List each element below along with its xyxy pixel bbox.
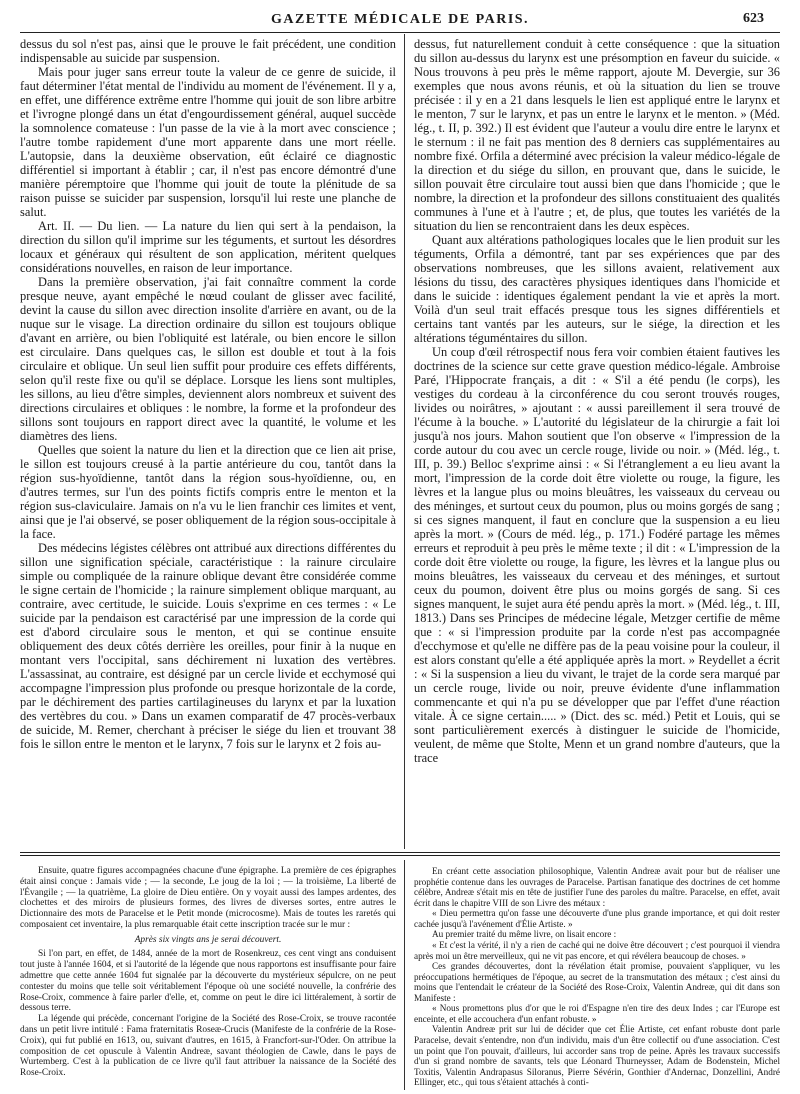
paragraph: Quelles que soient la nature du lien et la direction que ce lien ait prise, le sillon est toujours creusé à la partie antérieure du cou, tantôt dans la région sus-hyoïdienne, tantôt dans la région sous-hyoïdienne, ou, en d'autres termes, sur l'un des points fictifs compris entre le menton et la région sus-claviculaire. Jamais on n'a vu le lien franchir ces limites et vent, ainsi que je l'ai observé, se poser obliquement de la région sous-occipitale à la face. [20,443,396,541]
paragraph: Quant aux altérations pathologiques locales que le lien produit sur les téguments, Orfila a démontré, tant par ses expériences que par des observations nombreuses, que les sillons avaient, relativement aux lésions du tissu, des caractères physiques identiques dans l'homicide et dans le suicide : identiques également pendant la vie et après la mort. Voilà d'un seul trait effacés presque tous les signes différentiels et certains tant vantés par les auteurs, sur le siége, la direction et les altérations téguméntaires du sillon. [414,233,780,345]
paragraph: Ces grandes découvertes, dont la révélation était promise, pouvaient s'appliquer, vu les préoccupations hermétiques de l'époque, au secret de la transmutation des métaux ; c'est ainsi du moins que l'entendait le créateur de la Société des Rose-Croix, Valentin Andreæ, qui dit dans son Manifeste : [414,961,780,1003]
journal-title: GAZETTE MÉDICALE DE PARIS. [270,12,530,27]
paragraph: La légende qui précède, concernant l'origine de la Société des Rose-Croix, se trouve racontée dans un petit livre intitulé : Fama fraternitatis Roseæ-Crucis (Manifeste de la confrérie de la Rose-Croix), qui fut publié en 1613, ou, suivant d'autres, en 1615, à Francfort-sur-l'Oder. On attribue la composition de cet opuscule à Valentin Andreæ, savant théologien de Cawle, dans le pays de Wurtemberg. C'est à la publication de ce livre qu'il faut attribuer la naissance de la Société des Rose-Croix. [20,1014,396,1079]
paragraph: Ensuite, quatre figures accompagnées chacune d'une épigraphe. La première de ces épigraphes était ainsi conçue : Jamais vide ; — la seconde, Le joug de la loi ; — la troisième, La liberté de l'Évangile ; — la quatrième, La gloire de Dieu entière. On y voyait aussi des lampes ardentes, des clochettes et des miroirs de plusieurs formes, des livres de diverses sortes, entre autres le Dictionnaire des mots de Paracelse et le Petit monde (microcosme). Mais de toutes les raretés qui composaient cet inventaire, la plus remarquable était cette inscription tracée sur le mur : [20,866,396,930]
paragraph: Valentin Andreæ prit sur lui de décider que cet Élie Artiste, cet enfant robuste dont parle Paracelse, devait s'entendre, non d'un individu, mais d'un être collectif ou d'une association. C'est un point que l'on pouvait, d'ailleurs, lui accorder sans trop de peine. Après les travaux successifs d'un si grand nombre de savants, tels que Léonard Thurneysser, Adam de Bodenstein, Michel Toxitis, Valentin Andrapasus Siloranus, Pierre Sévérin, Gonthier d'Andernac, Donzellini, André Ellinger, etc., qui tous s'étaient attachés à conti- [414,1024,780,1088]
quotation: « Dieu permettra qu'on fasse une découverte d'une plus grande importance, et qui doit rester cachée jusqu'à l'avénement d'Élie Artiste. » [414,908,780,929]
feuilleton-rule-thin [20,855,780,856]
quotation: « Nous promettons plus d'or que le roi d'Espagne n'en tire des deux Indes ; car l'Europe est enceinte, et elle accouchera d'un enfant robuste. » [414,1003,780,1024]
page-header [0,10,800,32]
paragraph: En créant cette association philosophique, Valentin Andreæ avait pour but de réaliser une prophétie contenue dans les ouvrages de Paracelse. Partisan fanatique des doctrines de cet homme célèbre, Andreæ s'était mis en tête de justifier l'une des paroles du maître. Paracelse, en effet, avait écrit dans le chapitre VIII de son Livre des métaux : [414,866,780,908]
paragraph: dessus du sol n'est pas, ainsi que le prouve le fait précédent, une condition indispensable au suicide par suspension. [20,37,396,65]
paragraph: dessus, fut naturellement conduit à cette conséquence : que la situation du sillon au-dessus du larynx est une présomption en faveur du suicide. « Nous trouvons à peu près le même rapport, ajoute M. Devergie, sur 36 exemples que nous avons réunis, et où la situation du lien se trouve précisée : il y en a 21 dans lesquels le lien est appliqué entre le larynx et le menton, 7 sur le larynx, et pas un entre le larynx et le menton. » (Méd. lég., t. II, p. 392.) Il est évident que l'auteur a voulu dire entre le larynx et le sternum : il ne fait pas mention des 8 derniers cas supplémentaires au nombre fixé. Orfila a déterminé avec précision la valeur médico-légale de la direction et du siége du sillon, en prouvant que, dans le suicide, le sillon pouvait être circulaire tout aussi bien que dans l'homicide ; que le nombre, la direction et la profondeur des sillons constituaient des qualités communes à l'une et à l'autre ; et, de plus, que toutes les variétés de la situation du lien se rencontraient dans les deux espèces. [414,37,780,233]
page-number: 623 [743,11,764,26]
paragraph: Si l'on part, en effet, de 1484, année de la mort de Rosenkreuz, ces cent vingt ans conduisent tout juste à l'année 1604, et si l'autorité de la légende que nous rapportons est insuffisante pour faire admettre que cette année 1604 fut signalée par la découverte du mystérieux sépulcre, on ne peut contester du moins que telle soit véritablement l'époque où une société nouvelle, la confrérie des Rose-Croix, commence à faire parler d'elle, et, comme on peut le dire ici littéralement, à sortir de dessous terre. [20,949,396,1014]
paragraph: Des médecins légistes célèbres ont attribué aux directions différentes du sillon une signification spéciale, caractéristique : la rainure circulaire simple ou compliquée de la rainure oblique devant être considérée comme le signe certain de l'homicide ; la rainure simplement oblique marquant, au contraire, avec certitude, le suicide. Louis s'exprime en ces termes : « Le suicide par la pendaison est caractérisé par une impression de la corde qui est d'abord circulaire sous le menton, et qui se continue ensuite obliquement des deux côtés derrière les oreilles, pour finir à la nuque en montant vers l'occipital, sans déchirement ni luxation des vertèbres. L'assassinat, au contraire, est désigné par un cercle livide et ecchymosé qui accompagne l'impression plus profonde ou presque horizontale de la corde, par le déchirement des parties cartilagineuses du larynx et par la luxation des vertèbres du cou. » Dans un examen comparatif de 47 procès-verbaux de suicide, M. Remer, cherchant à préciser le siége du lien et trouvant 38 fois le sillon entre le menton et le larynx, 7 fois sur le larynx et 2 fois au- [20,541,396,751]
paragraph: Mais pour juger sans erreur toute la valeur de ce genre de suicide, il faut déterminer l'état mental de l'individu au moment de l'événement. Il y a, en effet, une différence extrême entre l'homme qui jouit de son libre arbitre et l'ivrogne plongé dans un état d'engourdissement général, auquel succède la somnolence comateuse : l'un passe de la vie à la mort avec conscience ; l'autre tombe rapidement d'une mort apparente dans une mort réelle. L'autopsie, dans la deuxième observation, eût éclairé ce diagnostic différentiel si important à établir ; car, il n'est pas encore démontré d'une manière péremptoire que l'homme qui jouit de toute la plénitude de sa raison puisse se suicider par suspension, lorsqu'il lui reste une planche de salut. [20,65,396,219]
feuilleton-right-column [414,866,780,1088]
feuilleton-column-divider [404,860,405,1090]
header-rule [20,32,780,33]
paragraph: Art. II. — Du lien. — La nature du lien qui sert à la pendaison, la direction du sillon qu'il imprime sur les téguments, et surtout les désordres locaux et généraux qui résultent de son application, méritent quelques considérations nouvelles, en raison de leur importance. [20,219,396,275]
column-divider [404,34,405,849]
left-column [20,37,396,751]
feuilleton-rule [20,852,780,853]
paragraph: Dans la première observation, j'ai fait connaître comment la corde presque neuve, ayant empêché le nœud coulant de glisser avec facilité, devint la cause du sillon avec direction insolite d'arrière en avant, ou de la nuque sur le visage. La direction ordinaire du sillon est toujours oblique d'avant en arrière, ou bien l'obliquité est latérale, ou bien encore le sillon est circulaire. Dans quelques cas, le sillon est double et tout à la fois circulaire et oblique. Un seul lien suffit pour produire ces effets différents, selon qu'il reste fixe ou qu'il se déplace. Lorsque les liens sont multiples, les sillons, au lieu d'être simples, deviennent alors nombreux et suivent des directions circulaires et obliques : le nombre, la forme et la profondeur des sillons sont toujours en rapport direct avec la quantité, le volume et les diamètres des liens. [20,275,396,443]
feuilleton-left-column [20,866,396,1079]
paragraph: Au premier traité du même livre, on lisait encore : [432,929,617,940]
right-column [414,37,780,765]
quotation: « Et c'est la vérité, il n'y a rien de caché qui ne doive être découvert ; c'est pourquoi il viendra après moi un être merveilleux, qui ne vit pas encore, et qui révélera beaucoup de choses. » [414,939,780,961]
paragraph: Un coup d'œil rétrospectif nous fera voir combien étaient fautives les doctrines de la science sur cette grave question médico-légale. Ambroise Paré, l'Hippocrate français, a dit : « S'il a été pendu (le corps), les vestiges du cordeau à la circonférence du cou seront trouvés rouges, livides ou noirâtres, » ajoutant : « aussi pareillement il sera trouvé de l'écume à la bouche. » L'autorité du législateur de la chirurgie a fait loi jusqu'à nos jours. Mahon soutient que l'on observe « l'impression de la corde autour du cou avec un cercle rouge, livide ou noir. » (Méd. lég., t. III, p. 39.) Belloc s'exprime ainsi : « Si l'étranglement a eu lieu avant la mort, l'impression de la corde doit être violette ou rouge, la figure, les lèvres et la langue plus ou moins bleuâtres, les vaisseaux du cerveau ou des méninges, et surtout ceux du poumon, plus ou moins gorgés de sang ; si ces signes manquent, il faut en conclure que la suspension a eu lieu après la mort. » (Cours de méd. lég., p. 171.) Fodéré partage les mêmes erreurs et reproduit à peu près le même texte ; il dit : « L'impression de la corde doit être violette ou rouge, la figure, les lèvres et la langue plus ou moins bleuâtres, les vaisseaux du cerveau et des méninges, et surtout ceux du poumon, doivent être plus ou moins gorgés de sang. Si ces signes manquent, le sujet aura été pendu après la mort. » (Méd. lég., t. III, 1813.) Dans ses Principes de médecine légale, Metzger certifie de même que : « si l'impression produite par la corde n'est pas accompagnée d'ecchymose et qu'elle ne diffère pas de la peau voisine pour la couleur, il est alors constant qu'elle a été appliquée après la mort. » Reydellet a écrit : « Si la suspension a lieu du vivant, le trajet de la corde sera marqué par un cercle rouge, livide ou noir, preuve évidente d'une inflammation commencante et qui n'a pu se développer que par l'effet d'une réaction vitale. À ce signe certain..... » (Dict. des sc. méd.) Petit et Louis, qui se sont particulièrement exercés à distinguer le suicide de l'homicide, veulent, de même que Stolte, Menn et un grand nombre d'auteurs, que la trace [414,345,780,765]
inscription: Après six vingts ans je serai découvert. [134,934,282,945]
